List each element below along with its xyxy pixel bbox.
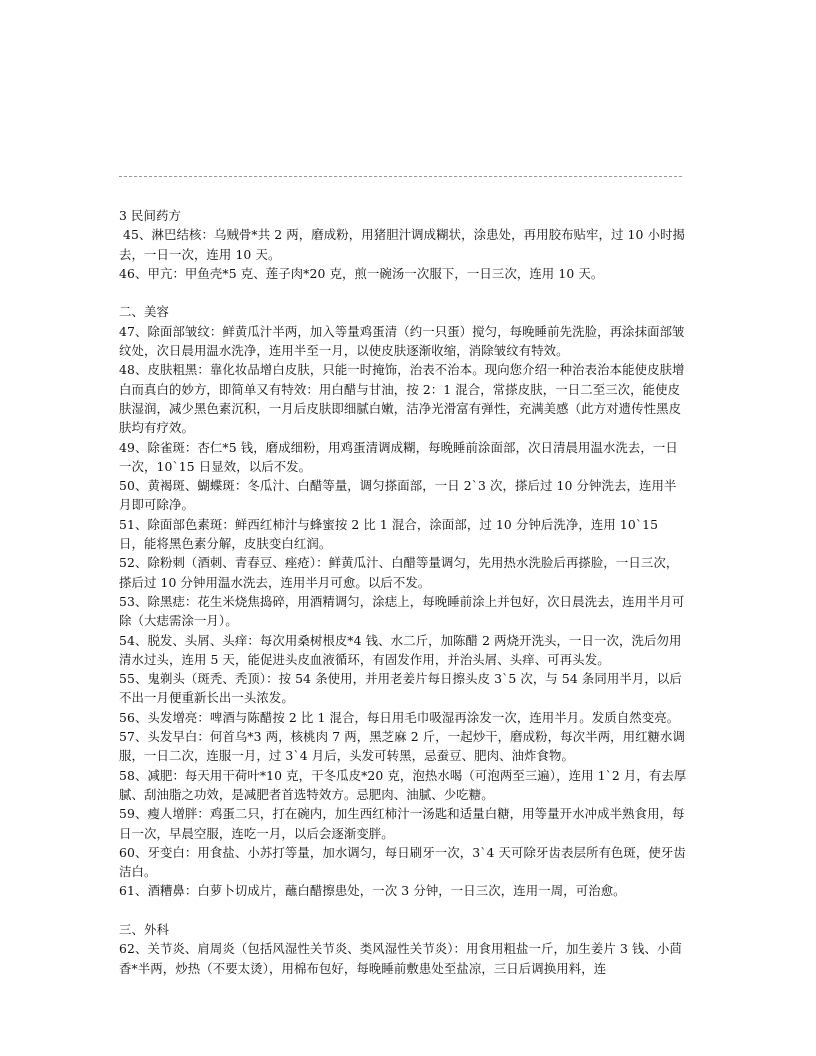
spacer xyxy=(119,283,687,302)
remedy-item: 54、脱发、头屑、头痒：每次用桑树根皮*4 钱、水二斤，加陈醋 2 两烧开洗头，一日一次，洗后勿用清水过头，连用 5 天，能促进头皮血液循环，有固发作用，并治头屑、头痒、可再头发。 xyxy=(119,632,682,667)
remedy-item: 56、头发增亮：啤酒与陈醋按 2 比 1 混合，每日用毛巾吸湿再涂发一次，连用半月。发质自然变亮。 xyxy=(119,709,680,725)
remedy-item: 52、除粉刺（酒刺、青春豆、痤疮）：鲜黄瓜汁、白醋等量调匀，先用热水洗脸后再搽脸，一日三次，搽后过 10 分钟用温水洗去，连用半月可愈。以后不发。 xyxy=(119,555,679,590)
remedy-item: 51、除面部色素斑：鲜西红柿汁与蜂蜜按 2 比 1 混合，涂面部，过 10 分钟后洗净，连用 10`15 日，能将黑色素分解，皮肤变白红润。 xyxy=(119,516,659,552)
remedy-item: 59、瘦人增胖：鸡蛋二只，打在碗内，加生西红柿汁一汤匙和适量白糖，用等量开水冲成半熟食用，每日一次，早晨空服，连吃一月，以后会逐渐变胖。 xyxy=(119,806,685,841)
remedy-item: 62、关节炎、肩周炎（包括风湿性关节炎、类风湿性关节炎）：用食用粗盐一斤，加生姜片 3 钱、小茴香*半两，炒热（不要太烫），用棉布包好，每晚睡前敷患处至盐凉，三日后调换用料，连 xyxy=(119,941,682,976)
remedy-item: 46、甲亢：甲鱼壳*5 克、莲子肉*20 克，煎一碗汤一次服下，一日三次，连用 10 天。 xyxy=(119,265,604,281)
spacer xyxy=(119,901,687,920)
remedy-item: 49、除雀斑：杏仁*5 钱，磨成细粉，用鸡蛋清调成糊，每晚睡前涂面部，次日清晨用温水洗去，一日一次，10`15 日显效，以后不发。 xyxy=(119,439,678,474)
remedy-item: 55、鬼剃头（斑秃、秃顶）：按 54 条使用，并用老姜片每日擦头皮 3`5 次，与 54 条同用半月，以后不出一月便重新长出一头浓发。 xyxy=(119,671,682,706)
remedy-item: 47、除面部皱纹：鲜黄瓜汁半两，加入等量鸡蛋清（约一只蛋）搅匀，每晚睡前先洗脸，再涂抹面部皱纹处，次日晨用温水洗净，连用半至一月，以使皮肤逐渐收缩，消除皱纹有特效。 xyxy=(119,323,685,359)
remedy-item: 50、黄褐斑、蝴蝶斑：冬瓜汁、白醋等量，调匀搽面部，一日 2`3 次，搽后过 10 分钟洗去，连用半月即可除净。 xyxy=(119,478,677,513)
remedy-item: 48、皮肤粗黑：靠化妆品增白皮肤，只能一时掩饰，治表不治本。现向您介绍一种治表治本能使皮肤增白而真白的妙方，即简单又有特效：用白醋与甘油，按 2：1 混合，常搽皮肤，一日二至三次，能使皮肤湿润，减少黑色素沉积，一月后皮肤即细腻白嫩，洁净光滑富有弹性，充满美感（此方对遗传性黑皮肤均有疗效。 xyxy=(119,362,685,436)
remedy-item: 45、淋巴结核：乌贼骨*共 2 两，磨成粉，用猪胆汁调成糊状，涂患处，再用胶布贴牢，过 10 小时揭去，一日一次，连用 10 天。 xyxy=(119,227,686,262)
remedy-item: 57、头发早白：何首乌*3 两，核桃肉 7 两，黑芝麻 2 斤，一起炒干，磨成粉，每次半两，用红糖水调服，一日二次，连服一月，过 3`4 月后，头发可转黑，忌蚕豆、肥肉、油炸食物。 xyxy=(119,729,686,764)
header-divider xyxy=(119,176,682,177)
section-heading-surgery: 三、外科 xyxy=(119,921,169,937)
section-heading-folk-remedies: 3 民间药方 xyxy=(119,208,181,223)
section-heading-beauty: 二、美容 xyxy=(119,304,169,320)
remedy-item: 53、除黑痣：花生米烧焦捣碎，用酒精调匀，涂痣上，每晚睡前涂上并包好，次日晨洗去，连用半月可除（大痣需涂一月）。 xyxy=(119,593,685,629)
remedy-item: 61、酒糟鼻：白萝卜切成片，蘸白醋擦患处，一次 3 分钟，一日三次，连用一周，可治愈。 xyxy=(119,883,626,899)
document-body xyxy=(119,206,687,978)
remedy-item: 60、牙变白：用食盐、小苏打等量，加水调匀，每日刷牙一次，3`4 天可除牙齿表层所有色斑，使牙齿洁白。 xyxy=(119,844,686,880)
remedy-item: 58、减肥：每天用干荷叶*10 克，干冬瓜皮*20 克，泡热水喝（可泡两至三遍），连用 1`2 月，有去厚腻、刮油脂之功效，是减肥者首选特效方。忌肥肉、油腻、少吃糖。 xyxy=(119,767,687,802)
